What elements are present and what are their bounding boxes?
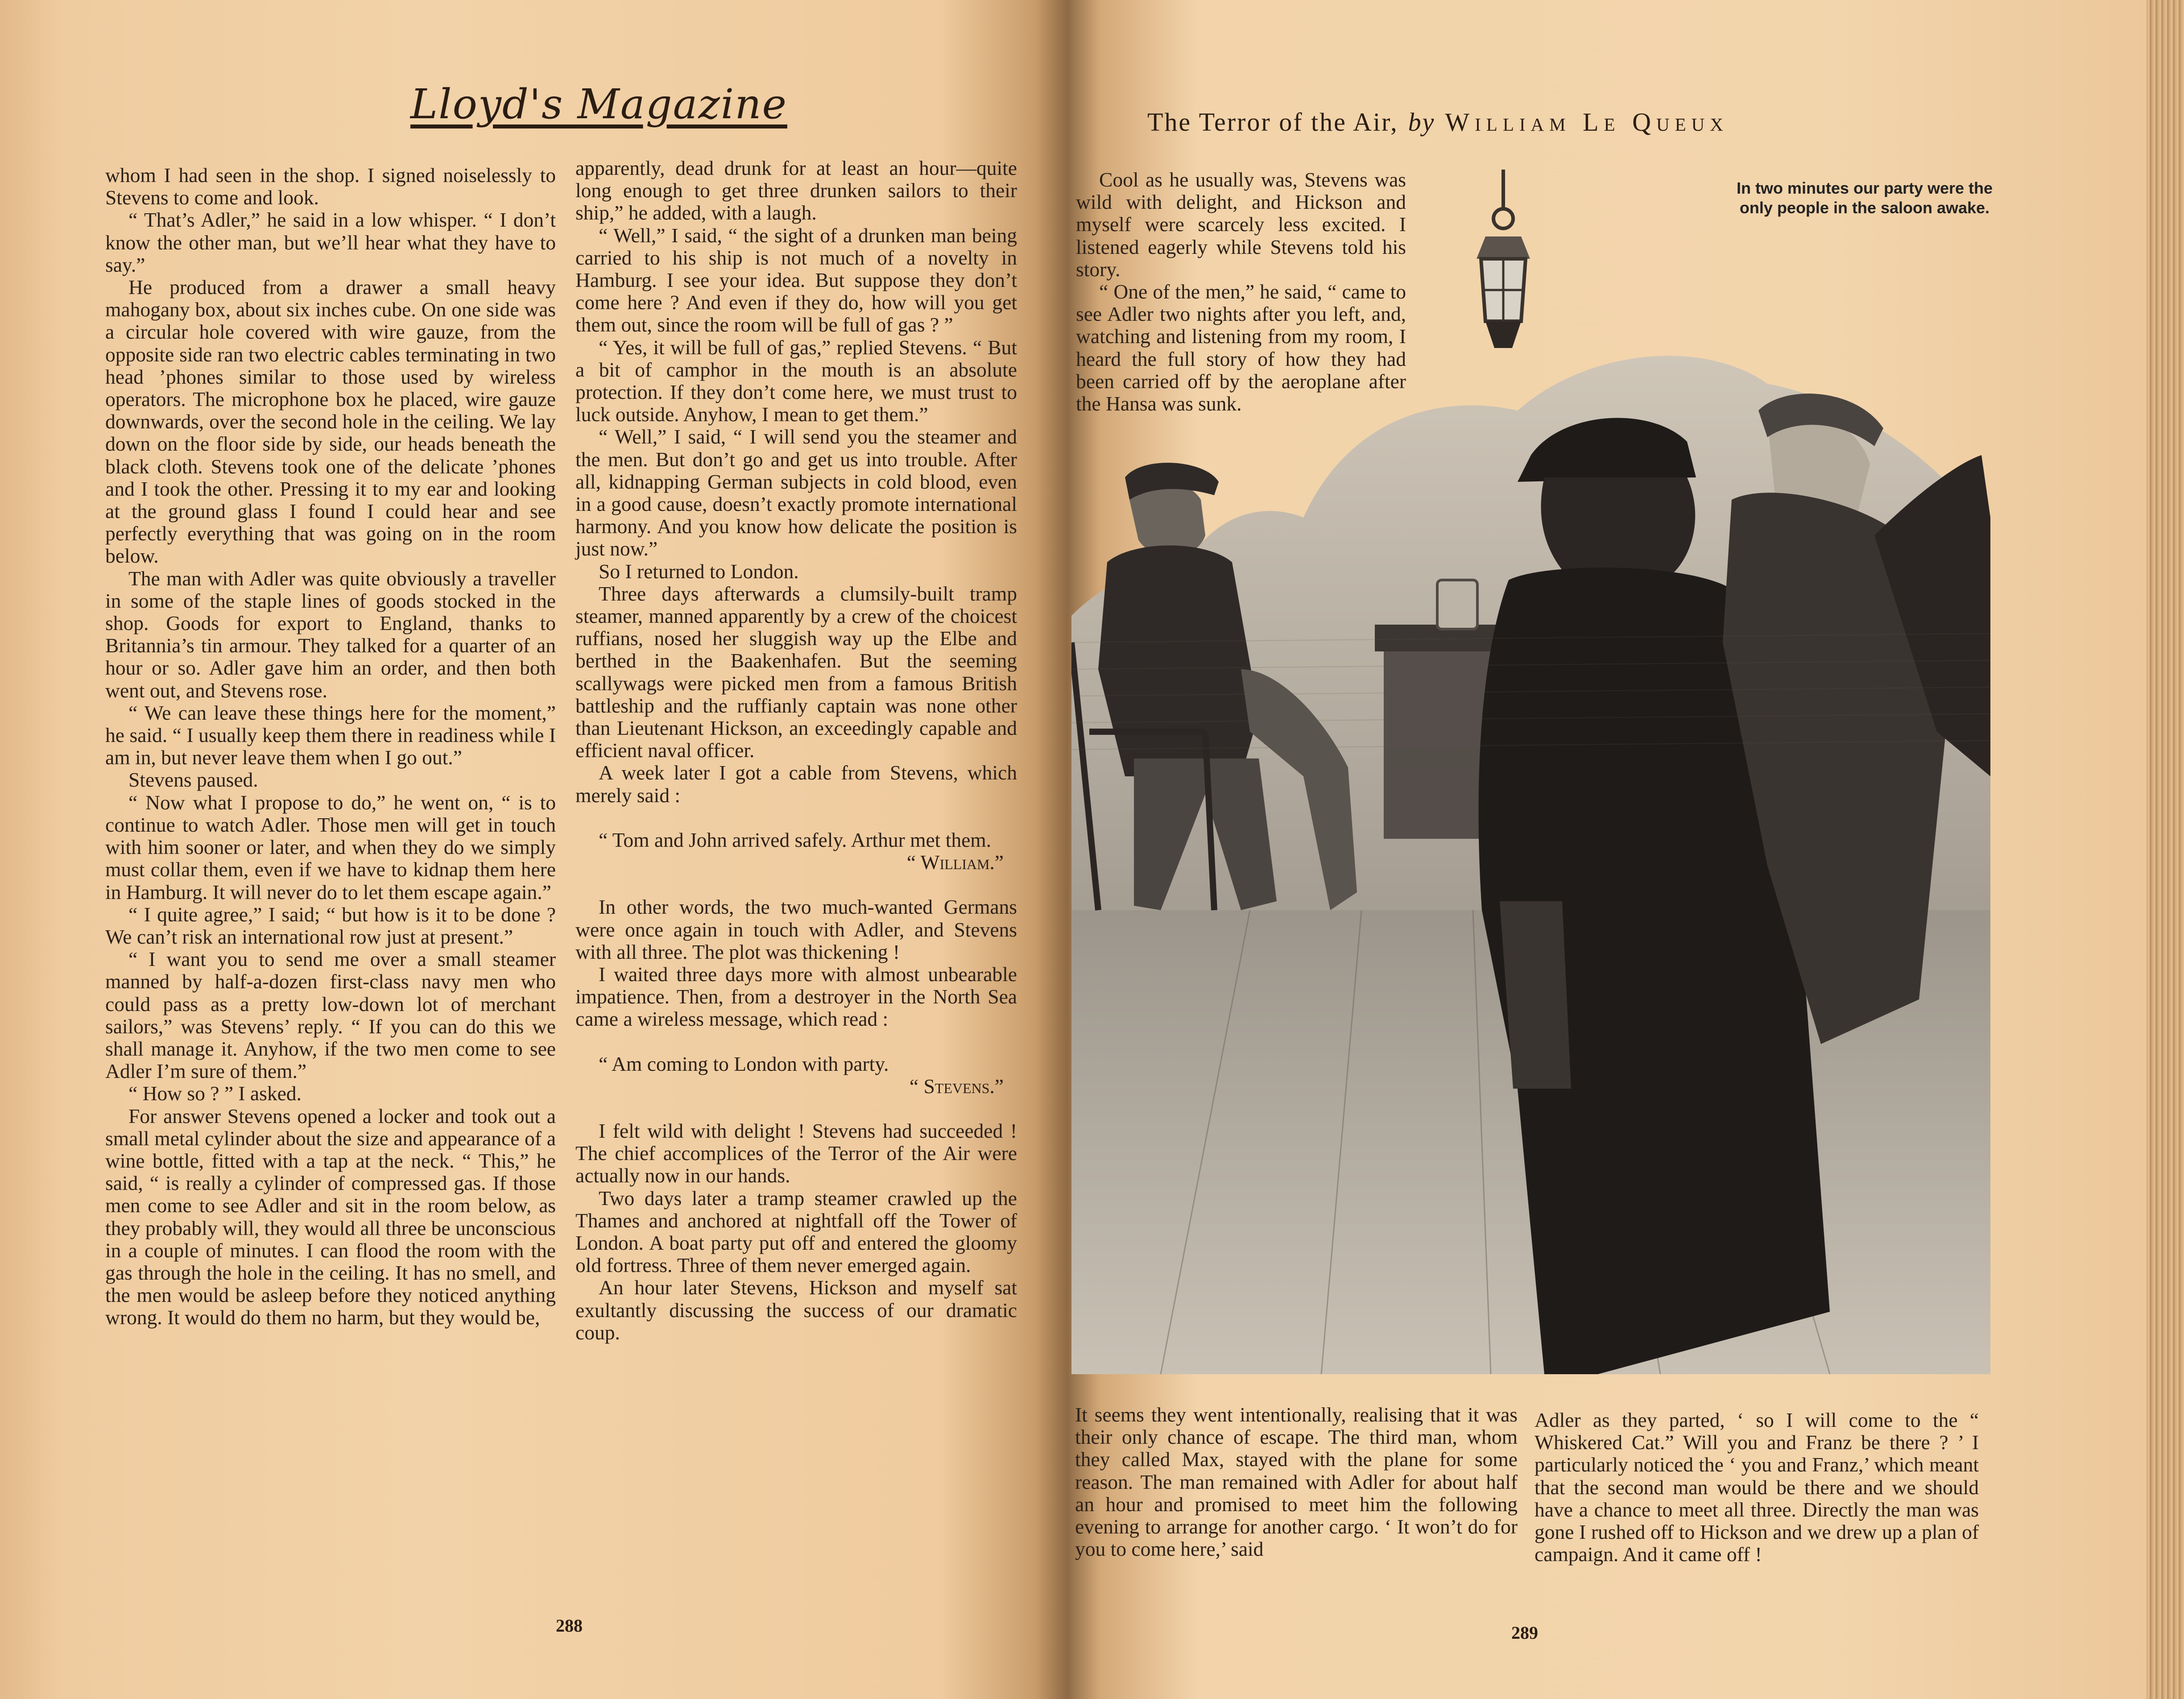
page-number-left: 288 — [556, 1616, 583, 1636]
paragraph: Three days afterwards a clumsily-built tramp steamer, manned apparently by a crew of the choicest ruffians, nosed her sluggish way up the Elbe and berthed in the Baakenhafen. But the seeming scallywags were picked men from a famous British battleship and the ruffianly captain was none other than Lieutenant Hickson, an exceedingly capable and efficient naval officer. — [575, 582, 1017, 762]
paragraph: For answer Stevens opened a locker and took out a small metal cylinder about the size and appearance of a wine bottle, fitted with a tap at the neck. “ This,” he said, “ is really a cylinder of compressed gas. If those men come to see Adler and sit in the room below, as they probably will, they would all three be unconscious in a couple of minutes. I can flood the room with the gas through the hole in the ceiling. It has no smell, and the men would be asleep before they noticed anything wrong. It would do them no harm, but they would be, — [105, 1104, 556, 1329]
paragraph: I felt wild with delight ! Stevens had succeeded ! The chief accomplices of the Terror of the Air were actually now in our hands. — [575, 1119, 1017, 1187]
paragraph: Adler as they parted, ‘ so I will come to the “ Whiskered Cat.” Will you and Franz be there ? ’ I particularly noticed the ‘ you and Franz,’ which meant that the second man would be there and we should have a chance to meet all three. Directly the man was gone I rushed off to Hickson and we drew up a plan of campaign. And it came off ! — [1535, 1409, 1979, 1566]
story-author: William Le Queux — [1445, 108, 1729, 137]
paragraph: “ Well,” I said, “ I will send you the steamer and the men. But don’t go and get us into trouble. After all, kidnapping German subjects in cold blood, even in a good cause, doesn’t exactly promote international harmony. And you know how delicate the position is just now.” — [575, 425, 1017, 560]
paragraph: “ William.” — [906, 851, 1004, 874]
story-title: The Terror of the Air, — [1147, 108, 1398, 137]
left-page — [0, 0, 1067, 1699]
paragraph: In other words, the two much-wanted Germans were once again in touch with Adler, and Stevens with all three. The plot was thickening ! — [575, 895, 1017, 963]
lantern-icon — [1468, 170, 1539, 361]
paragraph: “ I quite agree,” I said; “ but how is it to be done ? We can’t risk an international row just at present.” — [105, 903, 556, 948]
page-edges — [2147, 0, 2184, 1699]
paragraph: whom I had seen in the shop. I signed noiselessly to Stevens to come and look. — [105, 164, 556, 209]
paragraph: “ Well,” I said, “ the sight of a drunken man being carried to his ship is not much of a novelty in Hamburg. I see your idea. But suppose they don’t come here ? And even if they do, how will you get them out, since the room will be full of gas ? ” — [575, 224, 1017, 336]
paragraph: The man with Adler was quite obviously a traveller in some of the staple lines of goods stocked in the shop. Goods for export to England, thanks to Britannia’s tin armour. They talked for a quarter of an hour or so. Adler gave him an order, and then both went out, and Stevens rose. — [105, 567, 556, 702]
paragraph: apparently, dead drunk for at least an hour—quite long enough to get three drunken sailors to their ship,” he added, with a laugh. — [575, 157, 1017, 224]
paragraph: “ We can leave these things here for the moment,” he said. “ I usually keep them there in readiness while I am in, but never leave them when I go out.” — [105, 701, 556, 769]
left-column-1 — [105, 164, 556, 1329]
paragraph: Cool as he usually was, Stevens was wild with delight, and Hickson and myself were scarcely less excited. I listened eagerly while Stevens told his story. — [1076, 168, 1406, 281]
paragraph: I waited three days more with almost unbearable impatience. Then, from a destroyer in the North Sea came a wireless message, which read : — [575, 962, 1017, 1031]
paragraph: He produced from a drawer a small heavy mahogany box, about six inches cube. On one side was a circular hole covered with wire gauze, from the opposite side ran two electric cables terminating in two head ’phones similar to those used by wireless operators. The microphone box he placed, wire gauze downwards, over the second hole in the ceiling. We lay down on the floor side by side, our heads beneath the black cloth. Stevens took one of the delicate ’phones and I took the other. Pressing it to my ear and looking at the ground glass I found I could hear and see perfectly everything that was going on in the room below. — [105, 276, 556, 568]
left-column-2 — [575, 157, 1017, 1344]
paragraph: “ Am coming to London with party. — [599, 1052, 889, 1075]
paragraph: So I returned to London. — [599, 559, 799, 583]
story-by: by — [1408, 108, 1435, 137]
paragraph: An hour later Stevens, Hickson and myself sat exultantly discussing the success of our dramatic coup. — [575, 1276, 1017, 1344]
paragraph: “ One of the men,” he said, “ came to see Adler two nights after you left, and, watching and listening from my room, I heard the full story of how they had been carried off by the aeroplane after the Hansa was sunk. — [1076, 280, 1406, 415]
paragraph: It seems they went intentionally, realising that it was their only chance of escape. The third man, whom they called Max, stayed with the plane for some reason. The man remained with Adler for about half an hour and promised to meet him the following evening to arrange for another cargo. ‘ It won’t do for you to come here,’ said — [1075, 1403, 1518, 1561]
paragraph: “ Yes, it will be full of gas,” replied Stevens. “ But a bit of camphor in the mouth is an absolute protection. If they don’t come here, we must trust to luck outside. Anyhow, I mean to get them.” — [575, 336, 1017, 426]
paragraph: “ Stevens.” — [909, 1074, 1004, 1098]
paragraph: Stevens paused. — [128, 768, 258, 791]
magazine-masthead: Lloyd's Magazine — [410, 80, 787, 128]
paragraph: “ I want you to send me over a small steamer manned by half-a-dozen first-class navy men who could pass as a pretty low-down lot of merchant sailors,” was Stevens’ reply. “ If you can do this we shall manage it. Anyhow, if the two men come to see Adler I’m sure of them.” — [105, 948, 556, 1083]
story-header — [1147, 107, 1995, 137]
paragraph: “ Now what I propose to do,” he went on, “ is to continue to watch Adler. Those men will get in touch with him sooner or later, and when they do we simply must collar them, even if we have to kidnap them here in Hamburg. It will never do to let them escape again.” — [105, 791, 556, 903]
right-bottom-column-1 — [1075, 1404, 1518, 1560]
illustration-caption: In two minutes our party were the only people in the saloon awake. — [1736, 179, 1993, 217]
paragraph: Two days later a tramp steamer crawled up the Thames and anchored at nightfall off the Tower of London. A boat party put off and entered the gloomy old fortress. Three of them never emerged again. — [575, 1186, 1017, 1277]
paragraph: “ Tom and John arrived safely. Arthur met them. — [599, 828, 992, 851]
paragraph: “ That’s Adler,” he said in a low whisper. “ I don’t know the other man, but we’ll hear what they have to say.” — [105, 208, 556, 276]
page-number-right: 289 — [1511, 1623, 1538, 1643]
right-bottom-column-2 — [1535, 1409, 1979, 1566]
story-illustration — [1071, 330, 1990, 1374]
paragraph: “ How so ? ” I asked. — [128, 1082, 302, 1105]
paragraph: A week later I got a cable from Stevens, which merely said : — [575, 761, 1017, 807]
